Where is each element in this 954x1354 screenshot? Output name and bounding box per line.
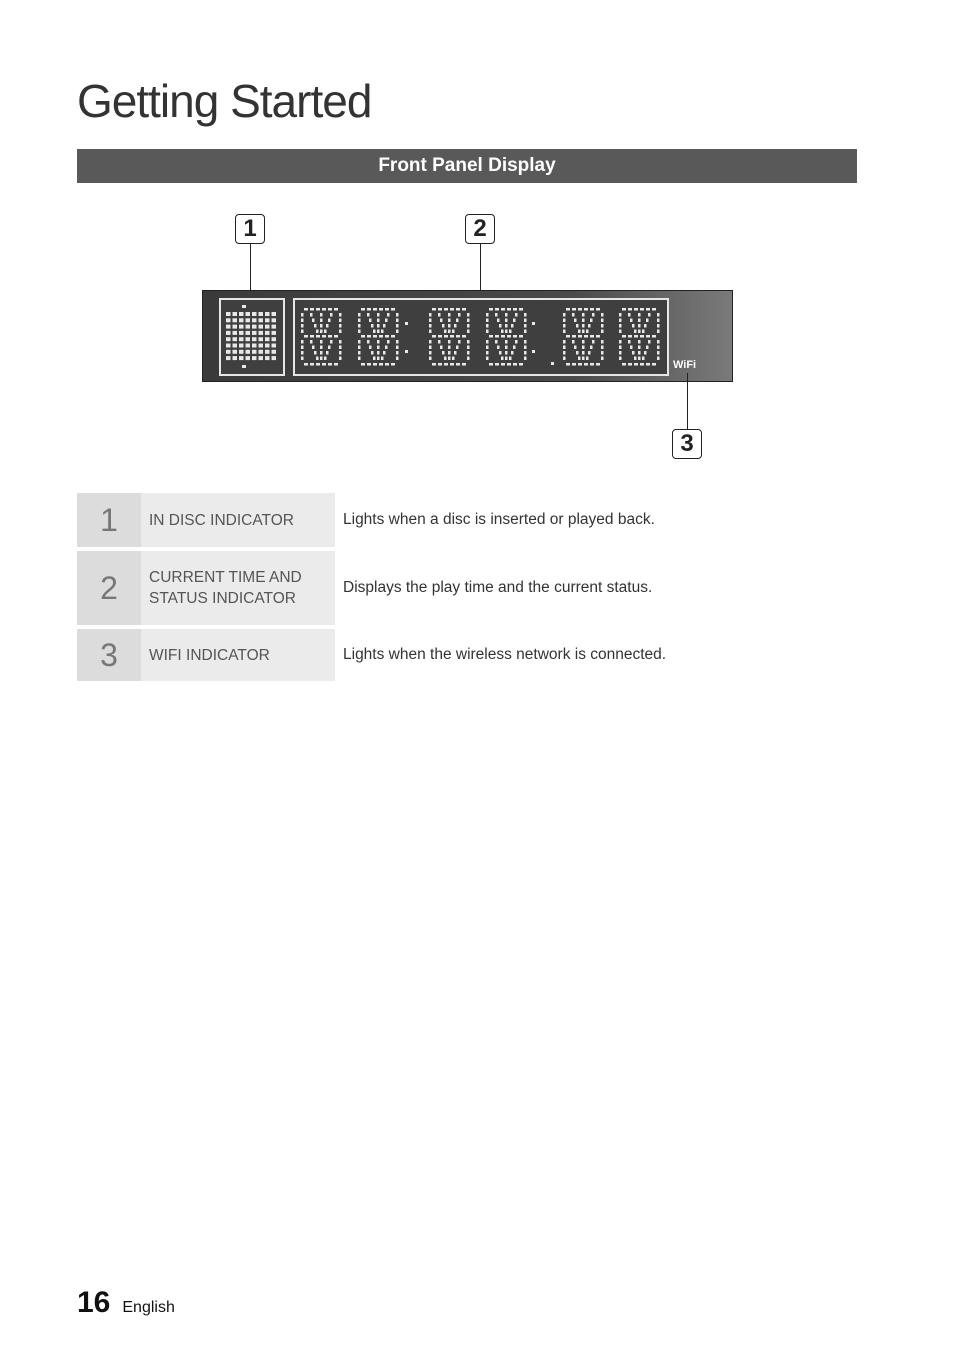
time-status-display (293, 298, 669, 376)
row-description: Lights when the wireless network is connected. (343, 646, 667, 663)
page-number: 16 (77, 1286, 111, 1319)
row-description: Displays the play time and the current status. (343, 579, 653, 596)
row-name: WIFI INDICATOR (141, 629, 335, 681)
callout-2: 2 (465, 214, 495, 244)
callout-1: 1 (235, 214, 265, 244)
page-language: English (122, 1299, 175, 1316)
time-dot-matrix (295, 300, 667, 374)
page-footer (77, 1286, 175, 1320)
section-title: Front Panel Display (378, 155, 556, 176)
callout-3: 3 (672, 429, 702, 459)
front-panel-diagram (0, 0, 954, 480)
table-row (77, 493, 857, 547)
row-name: IN DISC INDICATOR (141, 493, 335, 547)
disc-dot-matrix (221, 300, 283, 374)
leader-line-3 (687, 373, 688, 429)
front-panel-display (202, 290, 733, 382)
row-description: Lights when a disc is inserted or played back. (343, 511, 655, 528)
indicator-table (77, 493, 857, 685)
in-disc-indicator-display (219, 298, 285, 376)
row-name: CURRENT TIME AND STATUS INDICATOR (141, 551, 335, 625)
table-row (77, 629, 857, 681)
wifi-indicator-label: WiFi (673, 359, 697, 371)
row-number: 2 (77, 551, 141, 625)
row-number: 3 (77, 629, 141, 681)
page-title: Getting Started (77, 75, 372, 127)
row-number: 1 (77, 493, 141, 547)
table-row (77, 551, 857, 625)
